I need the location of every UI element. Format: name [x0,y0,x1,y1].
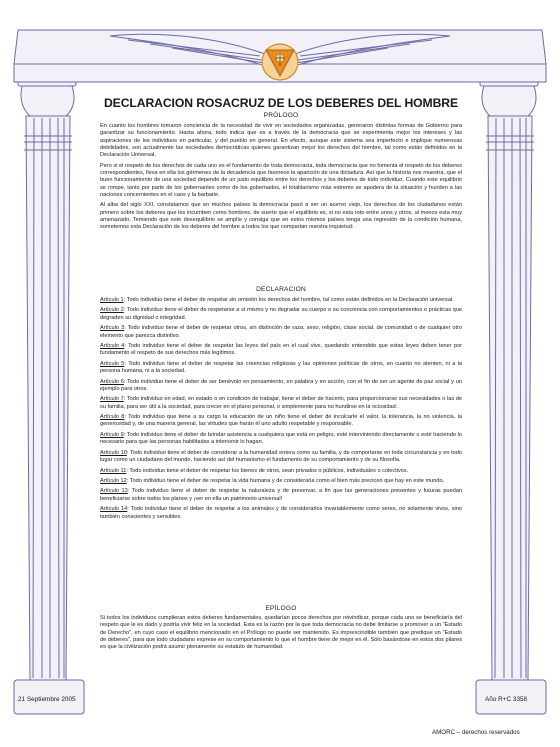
copyright-footer: AMORC – derechos reservados [432,729,520,736]
left-column [14,78,84,714]
article-label: Artículo 11 [100,467,127,474]
article-label: Artículo 7 [100,396,124,403]
article-item [100,396,462,411]
articles-list [100,297,462,524]
article-item [100,343,462,358]
article-label: Artículo 13 [100,488,128,495]
article-item [100,307,462,322]
article-item [100,414,462,429]
prologue-paragraph: Al alba del siglo XXI, constatamos que en muchos países la democracia pasó a ser un acervo viejo, los derechos de los ciudadanos están primero sobre los deberes que les incumben como hombres, de suerte que el equilibrio es, si no esta roto entre unos y otros, al menos esta muy amenazado. Temiendo que este desequilibrio se amplíe y consiga que en estos mismos países tenga una regresión de la condición humana, sometemos esta Declaración de los deberes del hombre a todos los que compartan nuestra inquietud: [100,202,462,231]
article-label: Artículo 10 [100,449,127,456]
article-item [100,478,462,485]
article-item [100,432,462,447]
article-text: : Todo individuo en edad, en estado o en condición de trabajar, tiene el deber de hacerlo, para proporcionarse sus necesidades o las de su familia, para ser útil a la sociedad, para crecer en el plano personal, o simplemente para no hundirse en la ociosidad. [100,396,462,410]
rc-year-label: Año R+C 3358 [485,696,528,703]
right-column [476,78,546,714]
epilogue-body [100,615,462,655]
prologue-paragraph: En cuanto los hombres tomaron conciencia de la necesidad de vivir en sociedades organizadas, generaron distintas formas de Gobierno para garantizar su funcionamiento. Hasta ahora, todo indica que es a través de la democracia que se experimenta mejor los intereses y las aspiraciones de los individuos en particular, y del pueblo en general. En efecto, aunque este sistema sea imperfecto e implique numerosas debilidades, son actualmente las sociedades democráticas quienes garantizan mejor los derechos del hombre, tal como están definidos en la Declaración Universal. [100,123,462,159]
article-item [100,468,462,475]
article-label: Artículo 8 [100,414,125,421]
rosicrucian-emblem-icon [262,44,298,80]
article-item [100,379,462,394]
article-text: : Todo individuo tiene el deber de respetar la vida humana y de considerarla como el bien más precioso que hay en este mundo. [126,478,445,484]
prologue-body [100,123,462,235]
date-label: 21 Septiembre 2005 [18,696,76,703]
article-label: Artículo 12 [100,478,127,484]
article-text: : Todo individuo tiene el deber de brindar asistencia a cualquiera que está en peligro, esté interviniendo directamente o esté haciendo lo necesario para que las personas habilitadas a intervenir lo hagan. [100,431,462,446]
article-label: Artículo 3 [100,325,125,332]
article-text: : Todo individuo tiene el deber de respetar sin omisión los derechos del hombre, tal como están definidos en la Declaración universal. [123,297,454,303]
article-text: : Todo individuo tiene el deber de respetarse a sí mismo y no degradar su cuerpo o su conciencia con comportamientos o prácticas que degraden su dignidad o integridad. [100,307,462,321]
article-item [100,506,462,521]
article-label: Artículo 5 [100,360,125,367]
article-label: Artículo 14 [100,506,128,513]
article-text: : Todo individuo tiene el deber de respetar otros, sin distinción de raza, sexo, religión, clase social, de comunidad o de cualquier otro elemento que parezca distintivo. [100,325,462,339]
article-item [100,325,462,340]
prologue-heading: PRÓLOGO [263,112,299,119]
epilogue-heading: EPÍLOGO [265,605,297,612]
article-label: Artículo 4 [100,343,125,350]
article-text: : Todo individuo tiene el deber de respetar a los animales y de considerarlos invariablemente como seres, no solamente vivos, sino también conscientes y sensibles. [100,506,463,520]
article-item [100,488,462,503]
article-label: Artículo 2 [100,307,124,314]
article-text: : Todo individuo tiene el deber de ser benévolo en pensamiento, en palabra y en acción, con el fin de ser un agente de paz social y un ejemplo para otros. [100,378,462,392]
article-item [100,361,462,376]
article-text: : Todo individuo tiene el deber de respetar las leyes del país en el cual vive, quedando entendido que estas leyes deben tener por fundamento el respeto de sus derechos más legítimos. [100,343,462,357]
document-title: DECLARACION ROSACRUZ DE LOS DEBERES DEL HOMBRE [103,96,459,110]
article-item [100,297,462,304]
article-text: : Todo individuo que tiene a su cargo la educación de un niño tiene el deber de inculcarle el valor, la tolerancia, la no violencia, la generosidad y, de una manera general, las virtudes que harán él uno adulto respetable y responsable. [100,414,462,428]
article-text: : Todo individuo tiene el deber de respetar los bienes de otros, sean privados o públicos, individuales o colectivos. [126,467,409,474]
epilogue-paragraph: Si todos los individuos cumplieran estos deberes fundamentales, quedarían pocos derechos por reivindicar, porque cada uno se beneficiaría del respeto que le es dado y podría vivir feliz en la sociedad. Esta es la razón por la que toda democracia no debe limitarse a promover a un "Estado de Derecho", en cuyo caso el equilibrio mencionado en el Prólogo no puede ser mantenido. Es imprescindible también que predique un "Estado de deberes", para que todo ciudadano exprese en su comportamiento lo que el hombre tiene de mejor en él. Sólo basándose en estos dos pilares es que la civilización podrá asumir plenamente su estatuto de humanidad. [100,615,462,651]
article-text: : Todo individuo tiene el deber de respetar la naturaleza y de preservar, a fin que las generaciones presentes y futuras puedan beneficiarse sobre todos los planos y ¡ver en ella un patrimonio universal! [100,488,462,502]
article-text: : Todo individuo tiene el deber de considerar a la humanidad entera como su familia, y de comportarse en toda circunstancia y en todo lugar como un ciudadano del mundo, haciendo así del humanismo el fundamento de su comportamiento y de su filosofía. [100,449,462,464]
declaration-heading: DECLARACION [256,286,306,293]
prologue-paragraph: Pero si el respeto de los derechos de cada uno es el fundamento de toda democracia, toda democracia que no fomenta el respeto de los deberes correspondientes, lleva en ella los gérmenes de la decadencia que favorece la aparición de una dictadura. Así que la historia nos muestra, que el buen funcionamiento de una sociedad depende de un justo equilibrio entre los derechos y los deberes de todo individuo. Cuando este equilibrio se rompe, tanto por parte de los gobernantes como de los gobernados, el totalitarismo más extremo se apodera de la situación y hunden a las naciones concernientes en el caos y la barbarie. [100,162,462,198]
article-text: : Todo individuo tiene el deber de respetar las creencias religiosas y las opiniones políticas de otros, en cuanto no atenten, ni a la persona humana, ni a la sociedad. [100,360,462,375]
article-item [100,450,462,465]
article-label: Artículo 6 [100,378,124,385]
article-label: Artículo 1 [100,297,124,303]
article-label: Artículo 9 [100,431,124,438]
